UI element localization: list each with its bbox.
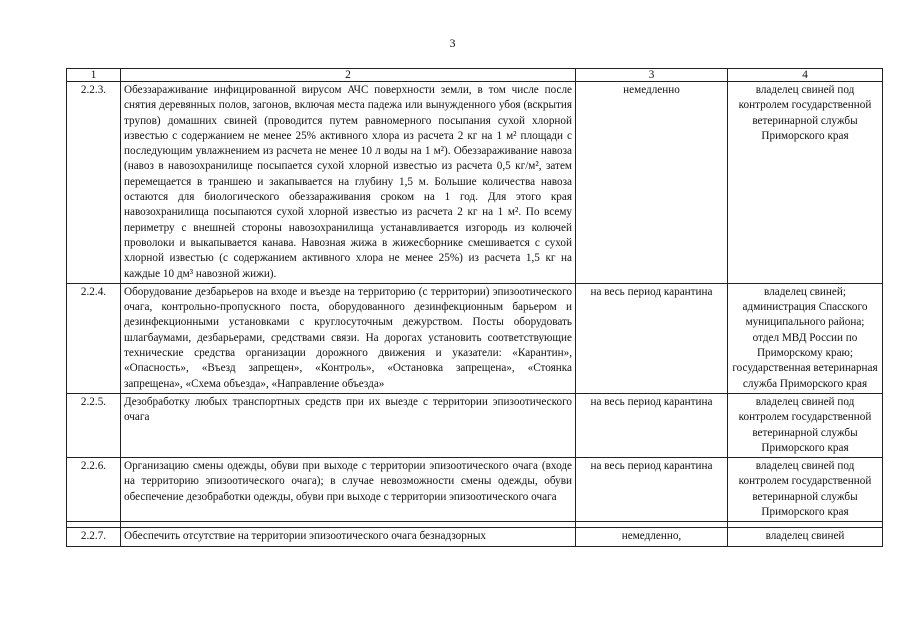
measure-responsible: владелец свиней под контролем государственной ветеринарной службы Приморского края: [728, 82, 883, 284]
measure-description: Оборудование дезбарьеров на входе и въезде на территорию (с территории) эпизоотического очага, контрольно-пропускного поста, оборудованного дезинфекционным барьером и дезинфекционными установками с круглосуточным дежурством. Посты оборудовать шлагбаумами, дезбарьерами, средствами связи. На дорогах установить соответствующие технические средства организации дорожного движения и указатели: «Карантин», «Опасность», «Въезд запрещен», «Контроль», «Остановка запрещена», «Стоянка запрещена», «Схема объезда», «Направление объезда»: [121, 283, 576, 393]
row-number: 2.2.7.: [67, 528, 121, 546]
measure-deadline: немедленно: [576, 82, 728, 284]
table-row: [67, 283, 883, 393]
row-number: 2.2.6.: [67, 458, 121, 522]
measure-deadline: немедленно,: [576, 528, 728, 546]
measure-responsible: владелец свиней под контролем государственной ветеринарной службы Приморского края: [728, 458, 883, 522]
column-header: 3: [576, 69, 728, 82]
measures-table: [66, 68, 883, 547]
page-number: 3: [449, 36, 456, 50]
table-row: [67, 458, 883, 522]
table-row: [67, 528, 883, 546]
measure-deadline: на весь период карантина: [576, 283, 728, 393]
measure-description: Обеззараживание инфицированной вирусом АЧС поверхности земли, в том числе после снятия деревянных полов, загонов, включая места падежа или вынужденного убоя (вскрытия трупов) домашних свиней (проводится путем равномерного посыпания сухой хлорной известью с содержанием не менее 25% активного хлора из расчета 2 кг на 1 м² площади с последующим увлажнением из расчета не менее 10 л воды на 1 м²). Обеззараживание навоза (навоз в навозохранилище посыпается сухой хлорной известью из расчета 0,5 кг/м², затем перемещается в траншею и закапывается на глубину 1,5 м. Большие количества навоза остаются для биологического обеззараживания сроком на 1 год. Для этого края навозохранилища посыпаются сухой хлорной известью из расчета 2 кг на 1 м². По всему периметру с внешней стороны навозохранилища устанавливается изгородь из колючей проволоки и выкапывается канава. Навозная жижа в жижесборнике смешивается с сухой хлорной известью (с содержанием активного хлора не менее 25%) из расчета 1,5 кг на каждые 10 дм³ навозной жижи).: [121, 82, 576, 284]
measure-description: Обеспечить отсутствие на территории эпизоотического очага безнадзорных: [121, 528, 576, 546]
column-header: 4: [728, 69, 883, 82]
measure-deadline: на весь период карантина: [576, 458, 728, 522]
column-header: 2: [121, 69, 576, 82]
row-number: 2.2.4.: [67, 283, 121, 393]
row-number: 2.2.5.: [67, 393, 121, 457]
measure-description: Организацию смены одежды, обуви при выходе с территории эпизоотического очага (входе на территорию эпизоотического очага); в случае невозможности смены одежды, обуви обеспечение дезобработки одежды, обуви при выходе с территории эпизоотического очага: [121, 458, 576, 522]
row-number: 2.2.3.: [67, 82, 121, 284]
measure-responsible: владелец свиней под контролем государственной ветеринарной службы Приморского края: [728, 393, 883, 457]
measure-description: Дезобработку любых транспортных средств при их выезде с территории эпизоотического очага: [121, 393, 576, 457]
table-row: [67, 82, 883, 284]
table-row: [67, 393, 883, 457]
measure-responsible: владелец свиней: [728, 528, 883, 546]
measure-deadline: на весь период карантина: [576, 393, 728, 457]
measure-responsible: владелец свиней; администрация Спасского муниципального района; отдел МВД России по Приморскому краю; государственная ветеринарная служба Приморского края: [728, 283, 883, 393]
column-header: 1: [67, 69, 121, 82]
table-header-row: [67, 69, 883, 82]
